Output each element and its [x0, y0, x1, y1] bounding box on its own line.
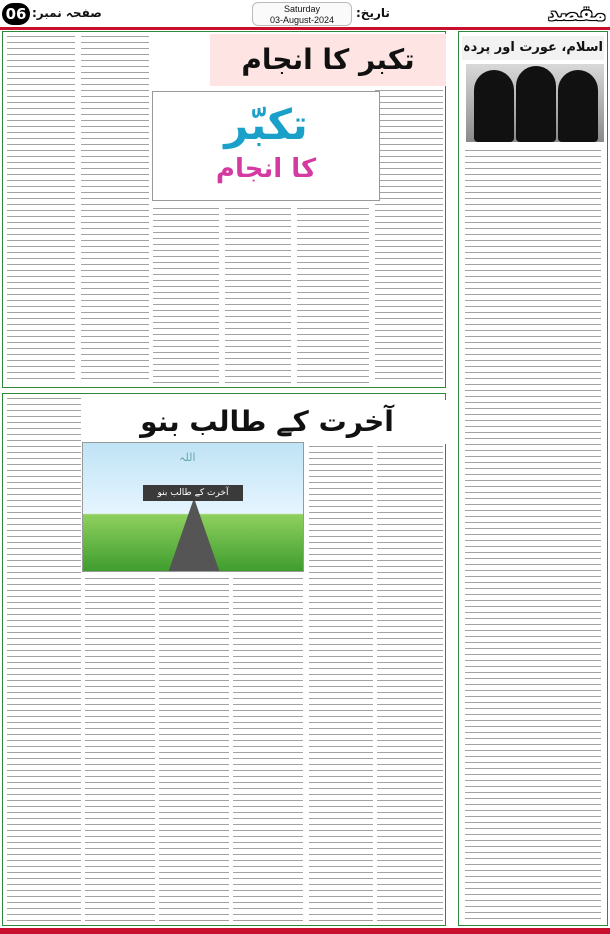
date-box [252, 2, 352, 26]
text-column [297, 208, 369, 384]
text-column [7, 36, 75, 384]
date-text: 03-August-2024 [269, 15, 335, 25]
text-column [375, 90, 443, 384]
headline-veil: اسلام، عورت اور پردہ [462, 36, 604, 60]
page-number: 06 [2, 3, 30, 25]
veiled-women-image [466, 64, 604, 142]
brand-logo: مقصد [548, 1, 607, 25]
image-title-line1: تکبّر [224, 100, 308, 149]
text-column [309, 446, 373, 922]
veil-figure [558, 70, 598, 142]
masthead [0, 0, 610, 28]
page-number-label: صفحہ نمبر: [32, 6, 102, 20]
veil-figure [474, 70, 514, 142]
hereafter-image [82, 442, 304, 572]
text-column [159, 578, 229, 922]
date-label: تاریخ: [356, 6, 390, 20]
image-caption: آخرت کے طالب بنو [143, 485, 243, 501]
text-column [465, 150, 601, 920]
veil-figure [516, 66, 556, 142]
text-column [225, 208, 291, 384]
text-column [81, 36, 149, 384]
article-panel-veil [458, 31, 608, 926]
day-text: Saturday [283, 4, 321, 14]
headline-arrogance: تکبر کا انجام [210, 34, 446, 86]
text-column [377, 446, 443, 922]
headline-hereafter: آخرت کے طالب بنو [88, 400, 446, 444]
text-column [233, 578, 303, 922]
road-shape [168, 498, 220, 572]
text-column [7, 398, 81, 922]
footer-rule [0, 928, 610, 934]
image-glow-text: اللہ [179, 451, 196, 464]
arrogance-image [152, 91, 380, 201]
image-title-line2: کا انجام [215, 154, 317, 184]
text-column [153, 208, 219, 384]
text-column [85, 578, 155, 922]
header-rule [0, 27, 610, 30]
